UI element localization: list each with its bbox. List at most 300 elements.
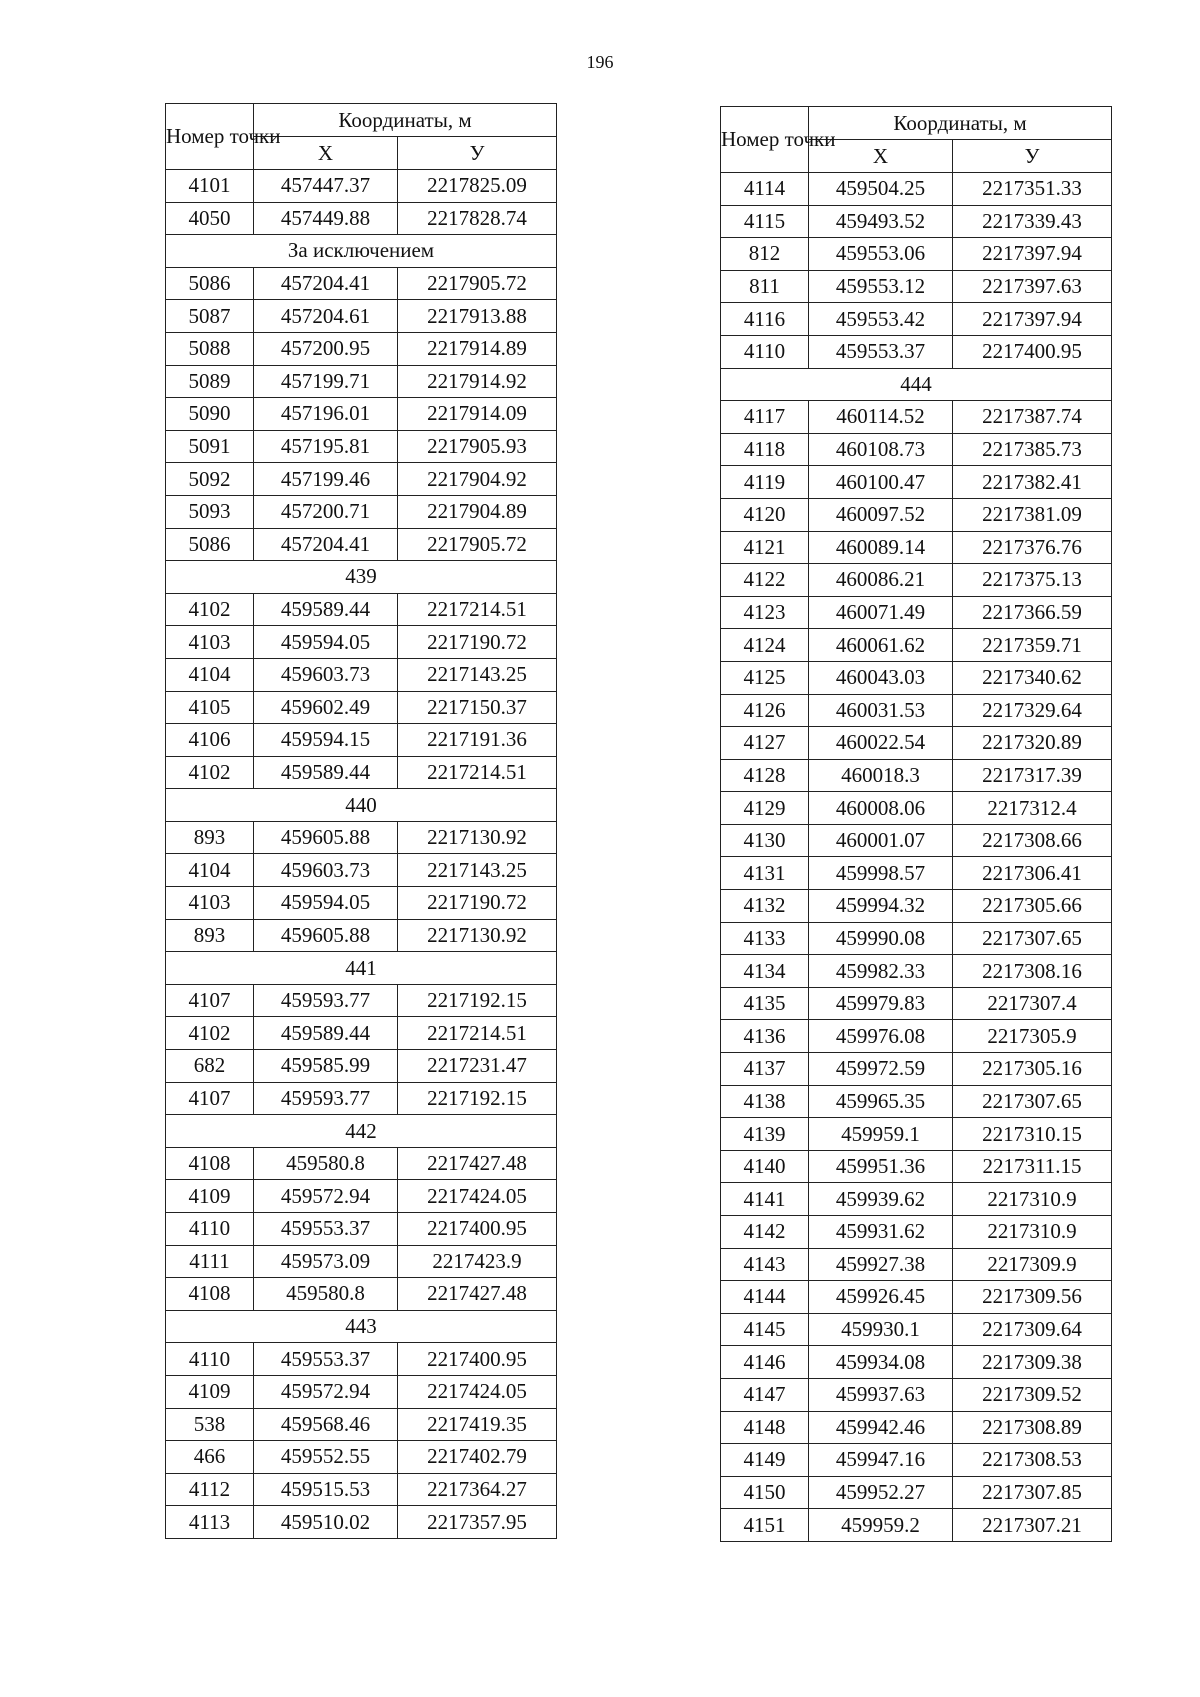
y-coordinate-cell: 2217305.16	[953, 1053, 1112, 1086]
point-number-cell: 4126	[721, 694, 809, 727]
x-coordinate-cell: 460071.49	[809, 596, 953, 629]
y-coordinate-cell: 2217312.4	[953, 792, 1112, 825]
point-number-cell: 4102	[166, 593, 254, 626]
table-row	[166, 300, 557, 333]
table-row	[166, 919, 557, 952]
x-coordinate-cell: 460061.62	[809, 629, 953, 662]
x-coordinate-cell: 459605.88	[254, 821, 398, 854]
x-coordinate-cell: 459594.05	[254, 626, 398, 659]
point-number-cell: 4110	[166, 1213, 254, 1246]
point-number-cell: 5088	[166, 332, 254, 365]
x-coordinate-cell: 459580.8	[254, 1147, 398, 1180]
y-coordinate-cell: 2217317.39	[953, 759, 1112, 792]
point-number-cell: 466	[166, 1441, 254, 1474]
x-coordinate-cell: 459990.08	[809, 922, 953, 955]
y-coordinate-cell: 2217913.88	[398, 300, 557, 333]
section-row	[166, 789, 557, 822]
table-row	[721, 1411, 1112, 1444]
y-coordinate-cell: 2217904.92	[398, 463, 557, 496]
section-label: 441	[166, 952, 557, 985]
point-number-cell: 4137	[721, 1053, 809, 1086]
y-coordinate-cell: 2217310.9	[953, 1216, 1112, 1249]
point-number-cell: 4108	[166, 1278, 254, 1311]
table-row	[721, 1444, 1112, 1477]
x-coordinate-cell: 459553.12	[809, 270, 953, 303]
table-row	[721, 1281, 1112, 1314]
point-number-cell: 4145	[721, 1313, 809, 1346]
y-coordinate-cell: 2217340.62	[953, 661, 1112, 694]
x-coordinate-cell: 460089.14	[809, 531, 953, 564]
point-number-cell: 4102	[166, 756, 254, 789]
x-coordinate-cell: 459594.15	[254, 724, 398, 757]
x-coordinate-cell: 459553.06	[809, 238, 953, 271]
table-row	[721, 1020, 1112, 1053]
point-number-cell: 4127	[721, 727, 809, 760]
table-row	[166, 463, 557, 496]
x-coordinate-cell: 460001.07	[809, 824, 953, 857]
point-number-cell: 4142	[721, 1216, 809, 1249]
table-row	[721, 238, 1112, 271]
y-coordinate-cell: 2217307.4	[953, 987, 1112, 1020]
x-coordinate-cell: 460108.73	[809, 433, 953, 466]
point-number-cell: 4107	[166, 984, 254, 1017]
table-row	[721, 531, 1112, 564]
x-coordinate-cell: 459589.44	[254, 593, 398, 626]
point-number-cell: 4120	[721, 498, 809, 531]
point-number-cell: 4112	[166, 1473, 254, 1506]
x-coordinate-cell: 459942.46	[809, 1411, 953, 1444]
y-coordinate-cell: 2217828.74	[398, 202, 557, 235]
x-coordinate-cell: 459926.45	[809, 1281, 953, 1314]
x-coordinate-cell: 457447.37	[254, 170, 398, 203]
table-row	[721, 1053, 1112, 1086]
x-coordinate-cell: 459572.94	[254, 1180, 398, 1213]
table-row	[166, 398, 557, 431]
y-coordinate-cell: 2217309.56	[953, 1281, 1112, 1314]
table-row	[721, 629, 1112, 662]
table-row	[166, 332, 557, 365]
table-row	[166, 1408, 557, 1441]
point-number-cell: 4110	[166, 1343, 254, 1376]
y-coordinate-cell: 2217308.53	[953, 1444, 1112, 1477]
x-coordinate-cell: 459504.25	[809, 173, 953, 206]
table-row	[166, 1278, 557, 1311]
section-label: 443	[166, 1310, 557, 1343]
table-row	[721, 955, 1112, 988]
y-coordinate-cell: 2217192.15	[398, 1082, 557, 1115]
x-coordinate-cell: 457204.41	[254, 267, 398, 300]
point-number-cell: 4133	[721, 922, 809, 955]
y-coordinate-cell: 2217309.64	[953, 1313, 1112, 1346]
point-number-header: Номер точки	[721, 107, 809, 173]
x-coordinate-cell: 460114.52	[809, 401, 953, 434]
x-coordinate-cell: 459552.55	[254, 1441, 398, 1474]
table-row	[166, 1473, 557, 1506]
x-coordinate-cell: 457195.81	[254, 430, 398, 463]
coordinates-header: Координаты, м	[254, 104, 557, 137]
point-number-cell: 4104	[166, 854, 254, 887]
point-number-header: Номер точки	[166, 104, 254, 170]
page-number: 196	[586, 52, 614, 72]
y-coordinate-cell: 2217231.47	[398, 1050, 557, 1083]
table-row	[721, 596, 1112, 629]
x-coordinate-cell: 459959.1	[809, 1118, 953, 1151]
y-coordinate-cell: 2217307.65	[953, 922, 1112, 955]
left-coordinates-table	[165, 103, 557, 1539]
table-row	[166, 1506, 557, 1539]
x-coordinate-cell: 457196.01	[254, 398, 398, 431]
table-row	[721, 335, 1112, 368]
y-coordinate-cell: 2217307.21	[953, 1509, 1112, 1542]
y-coordinate-cell: 2217308.16	[953, 955, 1112, 988]
point-number-cell: 4147	[721, 1378, 809, 1411]
table-row	[166, 1375, 557, 1408]
point-number-cell: 4144	[721, 1281, 809, 1314]
section-row	[166, 1115, 557, 1148]
y-coordinate-cell: 2217905.72	[398, 267, 557, 300]
x-coordinate-cell: 459934.08	[809, 1346, 953, 1379]
point-number-cell: 4131	[721, 857, 809, 890]
x-coordinate-cell: 459568.46	[254, 1408, 398, 1441]
y-coordinate-cell: 2217427.48	[398, 1278, 557, 1311]
table-row	[166, 756, 557, 789]
table-row	[166, 691, 557, 724]
y-coordinate-cell: 2217423.9	[398, 1245, 557, 1278]
table-row	[166, 528, 557, 561]
x-coordinate-cell: 457199.71	[254, 365, 398, 398]
x-coordinate-cell: 459979.83	[809, 987, 953, 1020]
y-coordinate-cell: 2217381.09	[953, 498, 1112, 531]
x-coordinate-cell: 459585.99	[254, 1050, 398, 1083]
point-number-cell: 5093	[166, 495, 254, 528]
section-row	[166, 1310, 557, 1343]
x-coordinate-cell: 459553.37	[254, 1343, 398, 1376]
y-header: У	[398, 137, 557, 170]
point-number-cell: 5090	[166, 398, 254, 431]
y-coordinate-cell: 2217130.92	[398, 821, 557, 854]
point-number-cell: 4140	[721, 1150, 809, 1183]
x-coordinate-cell: 459572.94	[254, 1375, 398, 1408]
point-number-cell: 4138	[721, 1085, 809, 1118]
y-coordinate-cell: 2217305.66	[953, 890, 1112, 923]
point-number-cell: 4118	[721, 433, 809, 466]
x-coordinate-cell: 459972.59	[809, 1053, 953, 1086]
y-coordinate-cell: 2217309.38	[953, 1346, 1112, 1379]
x-coordinate-cell: 459998.57	[809, 857, 953, 890]
x-coordinate-cell: 459602.49	[254, 691, 398, 724]
y-coordinate-cell: 2217402.79	[398, 1441, 557, 1474]
right-coordinates-table	[720, 106, 1112, 1542]
table-row	[721, 1509, 1112, 1542]
point-number-cell: 4110	[721, 335, 809, 368]
point-number-cell: 4132	[721, 890, 809, 923]
point-number-cell: 4143	[721, 1248, 809, 1281]
y-coordinate-cell: 2217308.89	[953, 1411, 1112, 1444]
point-number-cell: 4135	[721, 987, 809, 1020]
y-coordinate-cell: 2217320.89	[953, 727, 1112, 760]
table-row	[721, 1150, 1112, 1183]
table-row	[721, 1248, 1112, 1281]
point-number-cell: 4146	[721, 1346, 809, 1379]
y-coordinate-cell: 2217191.36	[398, 724, 557, 757]
point-number-cell: 4103	[166, 626, 254, 659]
left-table-body	[166, 170, 557, 1539]
x-coordinate-cell: 459603.73	[254, 854, 398, 887]
x-coordinate-cell: 460097.52	[809, 498, 953, 531]
x-coordinate-cell: 459927.38	[809, 1248, 953, 1281]
table-row	[166, 1082, 557, 1115]
y-coordinate-cell: 2217305.9	[953, 1020, 1112, 1053]
x-coordinate-cell: 459553.37	[254, 1213, 398, 1246]
x-coordinate-cell: 459931.62	[809, 1216, 953, 1249]
y-coordinate-cell: 2217309.9	[953, 1248, 1112, 1281]
x-coordinate-cell: 459605.88	[254, 919, 398, 952]
table-row	[166, 495, 557, 528]
y-coordinate-cell: 2217310.9	[953, 1183, 1112, 1216]
x-header: Х	[809, 140, 953, 173]
table-row	[721, 564, 1112, 597]
section-label: За исключением	[166, 235, 557, 268]
table-row	[166, 1017, 557, 1050]
x-coordinate-cell: 460031.53	[809, 694, 953, 727]
table-row	[166, 430, 557, 463]
table-row	[721, 466, 1112, 499]
section-row	[166, 561, 557, 594]
y-coordinate-cell: 2217387.74	[953, 401, 1112, 434]
table-row	[721, 1216, 1112, 1249]
point-number-cell: 4104	[166, 658, 254, 691]
x-coordinate-cell: 459589.44	[254, 1017, 398, 1050]
y-coordinate-cell: 2217310.15	[953, 1118, 1112, 1151]
table-row	[166, 1180, 557, 1213]
table-row	[166, 202, 557, 235]
y-coordinate-cell: 2217359.71	[953, 629, 1112, 662]
point-number-cell: 4129	[721, 792, 809, 825]
y-coordinate-cell: 2217914.09	[398, 398, 557, 431]
section-label: 444	[721, 368, 1112, 401]
y-coordinate-cell: 2217143.25	[398, 658, 557, 691]
x-coordinate-cell: 459994.32	[809, 890, 953, 923]
y-coordinate-cell: 2217130.92	[398, 919, 557, 952]
table-row	[721, 1378, 1112, 1411]
point-number-cell: 4107	[166, 1082, 254, 1115]
x-coordinate-cell: 457204.61	[254, 300, 398, 333]
point-number-cell: 4101	[166, 170, 254, 203]
right-table-body	[721, 173, 1112, 1542]
x-coordinate-cell: 459593.77	[254, 984, 398, 1017]
x-coordinate-cell: 459603.73	[254, 658, 398, 691]
table-row	[721, 498, 1112, 531]
x-coordinate-cell: 459947.16	[809, 1444, 953, 1477]
point-number-cell: 4111	[166, 1245, 254, 1278]
x-coordinate-cell: 459951.36	[809, 1150, 953, 1183]
point-number-cell: 893	[166, 919, 254, 952]
point-number-cell: 4149	[721, 1444, 809, 1477]
y-coordinate-cell: 2217914.92	[398, 365, 557, 398]
y-coordinate-cell: 2217376.76	[953, 531, 1112, 564]
point-number-cell: 4109	[166, 1375, 254, 1408]
table-row	[166, 593, 557, 626]
table-row	[721, 205, 1112, 238]
y-coordinate-cell: 2217382.41	[953, 466, 1112, 499]
x-coordinate-cell: 460086.21	[809, 564, 953, 597]
point-number-cell: 4121	[721, 531, 809, 564]
table-row	[166, 1147, 557, 1180]
y-coordinate-cell: 2217424.05	[398, 1180, 557, 1213]
point-number-cell: 812	[721, 238, 809, 271]
y-coordinate-cell: 2217424.05	[398, 1375, 557, 1408]
x-coordinate-cell: 459580.8	[254, 1278, 398, 1311]
section-row	[166, 952, 557, 985]
y-coordinate-cell: 2217308.66	[953, 824, 1112, 857]
table-row	[721, 694, 1112, 727]
point-number-cell: 4124	[721, 629, 809, 662]
x-coordinate-cell: 459959.2	[809, 1509, 953, 1542]
y-coordinate-cell: 2217192.15	[398, 984, 557, 1017]
table-row	[721, 922, 1112, 955]
table-row	[721, 759, 1112, 792]
table-row	[721, 303, 1112, 336]
x-coordinate-cell: 457449.88	[254, 202, 398, 235]
point-number-cell: 5086	[166, 267, 254, 300]
point-number-cell: 4148	[721, 1411, 809, 1444]
coordinates-header: Координаты, м	[809, 107, 1112, 140]
table-row	[166, 658, 557, 691]
point-number-cell: 4116	[721, 303, 809, 336]
table-row	[721, 1313, 1112, 1346]
y-coordinate-cell: 2217914.89	[398, 332, 557, 365]
table-row	[721, 433, 1112, 466]
x-coordinate-cell: 460043.03	[809, 661, 953, 694]
x-coordinate-cell: 459515.53	[254, 1473, 398, 1506]
x-coordinate-cell: 460022.54	[809, 727, 953, 760]
y-coordinate-cell: 2217143.25	[398, 854, 557, 887]
point-number-cell: 4119	[721, 466, 809, 499]
table-row	[166, 724, 557, 757]
y-coordinate-cell: 2217397.94	[953, 303, 1112, 336]
table-row	[721, 857, 1112, 890]
table-row	[166, 887, 557, 920]
table-row	[721, 270, 1112, 303]
x-coordinate-cell: 459939.62	[809, 1183, 953, 1216]
y-coordinate-cell: 2217311.15	[953, 1150, 1112, 1183]
section-row	[166, 235, 557, 268]
y-coordinate-cell: 2217427.48	[398, 1147, 557, 1180]
x-coordinate-cell: 459937.63	[809, 1378, 953, 1411]
section-row	[721, 368, 1112, 401]
table-row	[721, 401, 1112, 434]
point-number-cell: 4125	[721, 661, 809, 694]
y-coordinate-cell: 2217150.37	[398, 691, 557, 724]
y-coordinate-cell: 2217366.59	[953, 596, 1112, 629]
y-coordinate-cell: 2217307.65	[953, 1085, 1112, 1118]
point-number-cell: 4136	[721, 1020, 809, 1053]
table-row	[721, 1085, 1112, 1118]
x-coordinate-cell: 460100.47	[809, 466, 953, 499]
point-number-cell: 4115	[721, 205, 809, 238]
y-coordinate-cell: 2217306.41	[953, 857, 1112, 890]
table-row	[166, 1245, 557, 1278]
y-coordinate-cell: 2217214.51	[398, 1017, 557, 1050]
point-number-cell: 4123	[721, 596, 809, 629]
x-coordinate-cell: 459952.27	[809, 1476, 953, 1509]
table-row	[166, 365, 557, 398]
x-coordinate-cell: 459553.37	[809, 335, 953, 368]
table-row	[721, 727, 1112, 760]
point-number-cell: 4105	[166, 691, 254, 724]
point-number-cell: 4122	[721, 564, 809, 597]
y-coordinate-cell: 2217905.93	[398, 430, 557, 463]
table-row	[166, 984, 557, 1017]
table-row	[721, 792, 1112, 825]
point-number-cell: 4128	[721, 759, 809, 792]
point-number-cell: 5089	[166, 365, 254, 398]
table-row	[166, 267, 557, 300]
y-coordinate-cell: 2217904.89	[398, 495, 557, 528]
table-row	[166, 170, 557, 203]
table-row	[166, 1441, 557, 1474]
section-label: 440	[166, 789, 557, 822]
x-coordinate-cell: 459493.52	[809, 205, 953, 238]
y-coordinate-cell: 2217905.72	[398, 528, 557, 561]
point-number-cell: 4109	[166, 1180, 254, 1213]
table-row	[166, 1343, 557, 1376]
point-number-cell: 4141	[721, 1183, 809, 1216]
table-row	[166, 1050, 557, 1083]
x-coordinate-cell: 459593.77	[254, 1082, 398, 1115]
point-number-cell: 4117	[721, 401, 809, 434]
y-coordinate-cell: 2217397.63	[953, 270, 1112, 303]
point-number-cell: 538	[166, 1408, 254, 1441]
point-number-cell: 682	[166, 1050, 254, 1083]
x-coordinate-cell: 457204.41	[254, 528, 398, 561]
x-header: Х	[254, 137, 398, 170]
point-number-cell: 4134	[721, 955, 809, 988]
point-number-cell: 893	[166, 821, 254, 854]
y-coordinate-cell: 2217190.72	[398, 887, 557, 920]
table-row	[721, 661, 1112, 694]
table-row	[721, 987, 1112, 1020]
point-number-cell: 4106	[166, 724, 254, 757]
point-number-cell: 5092	[166, 463, 254, 496]
y-coordinate-cell: 2217307.85	[953, 1476, 1112, 1509]
y-coordinate-cell: 2217364.27	[398, 1473, 557, 1506]
x-coordinate-cell: 459553.42	[809, 303, 953, 336]
y-coordinate-cell: 2217214.51	[398, 593, 557, 626]
x-coordinate-cell: 459930.1	[809, 1313, 953, 1346]
y-coordinate-cell: 2217397.94	[953, 238, 1112, 271]
y-coordinate-cell: 2217400.95	[953, 335, 1112, 368]
table-row	[721, 1118, 1112, 1151]
point-number-cell: 4103	[166, 887, 254, 920]
point-number-cell: 4150	[721, 1476, 809, 1509]
x-coordinate-cell: 460008.06	[809, 792, 953, 825]
point-number-cell: 4114	[721, 173, 809, 206]
point-number-cell: 811	[721, 270, 809, 303]
y-coordinate-cell: 2217385.73	[953, 433, 1112, 466]
point-number-cell: 4050	[166, 202, 254, 235]
point-number-cell: 4151	[721, 1509, 809, 1542]
y-header: У	[953, 140, 1112, 173]
table-row	[721, 824, 1112, 857]
section-label: 439	[166, 561, 557, 594]
x-coordinate-cell: 457199.46	[254, 463, 398, 496]
y-coordinate-cell: 2217214.51	[398, 756, 557, 789]
y-coordinate-cell: 2217825.09	[398, 170, 557, 203]
point-number-cell: 4113	[166, 1506, 254, 1539]
point-number-cell: 4130	[721, 824, 809, 857]
y-coordinate-cell: 2217419.35	[398, 1408, 557, 1441]
